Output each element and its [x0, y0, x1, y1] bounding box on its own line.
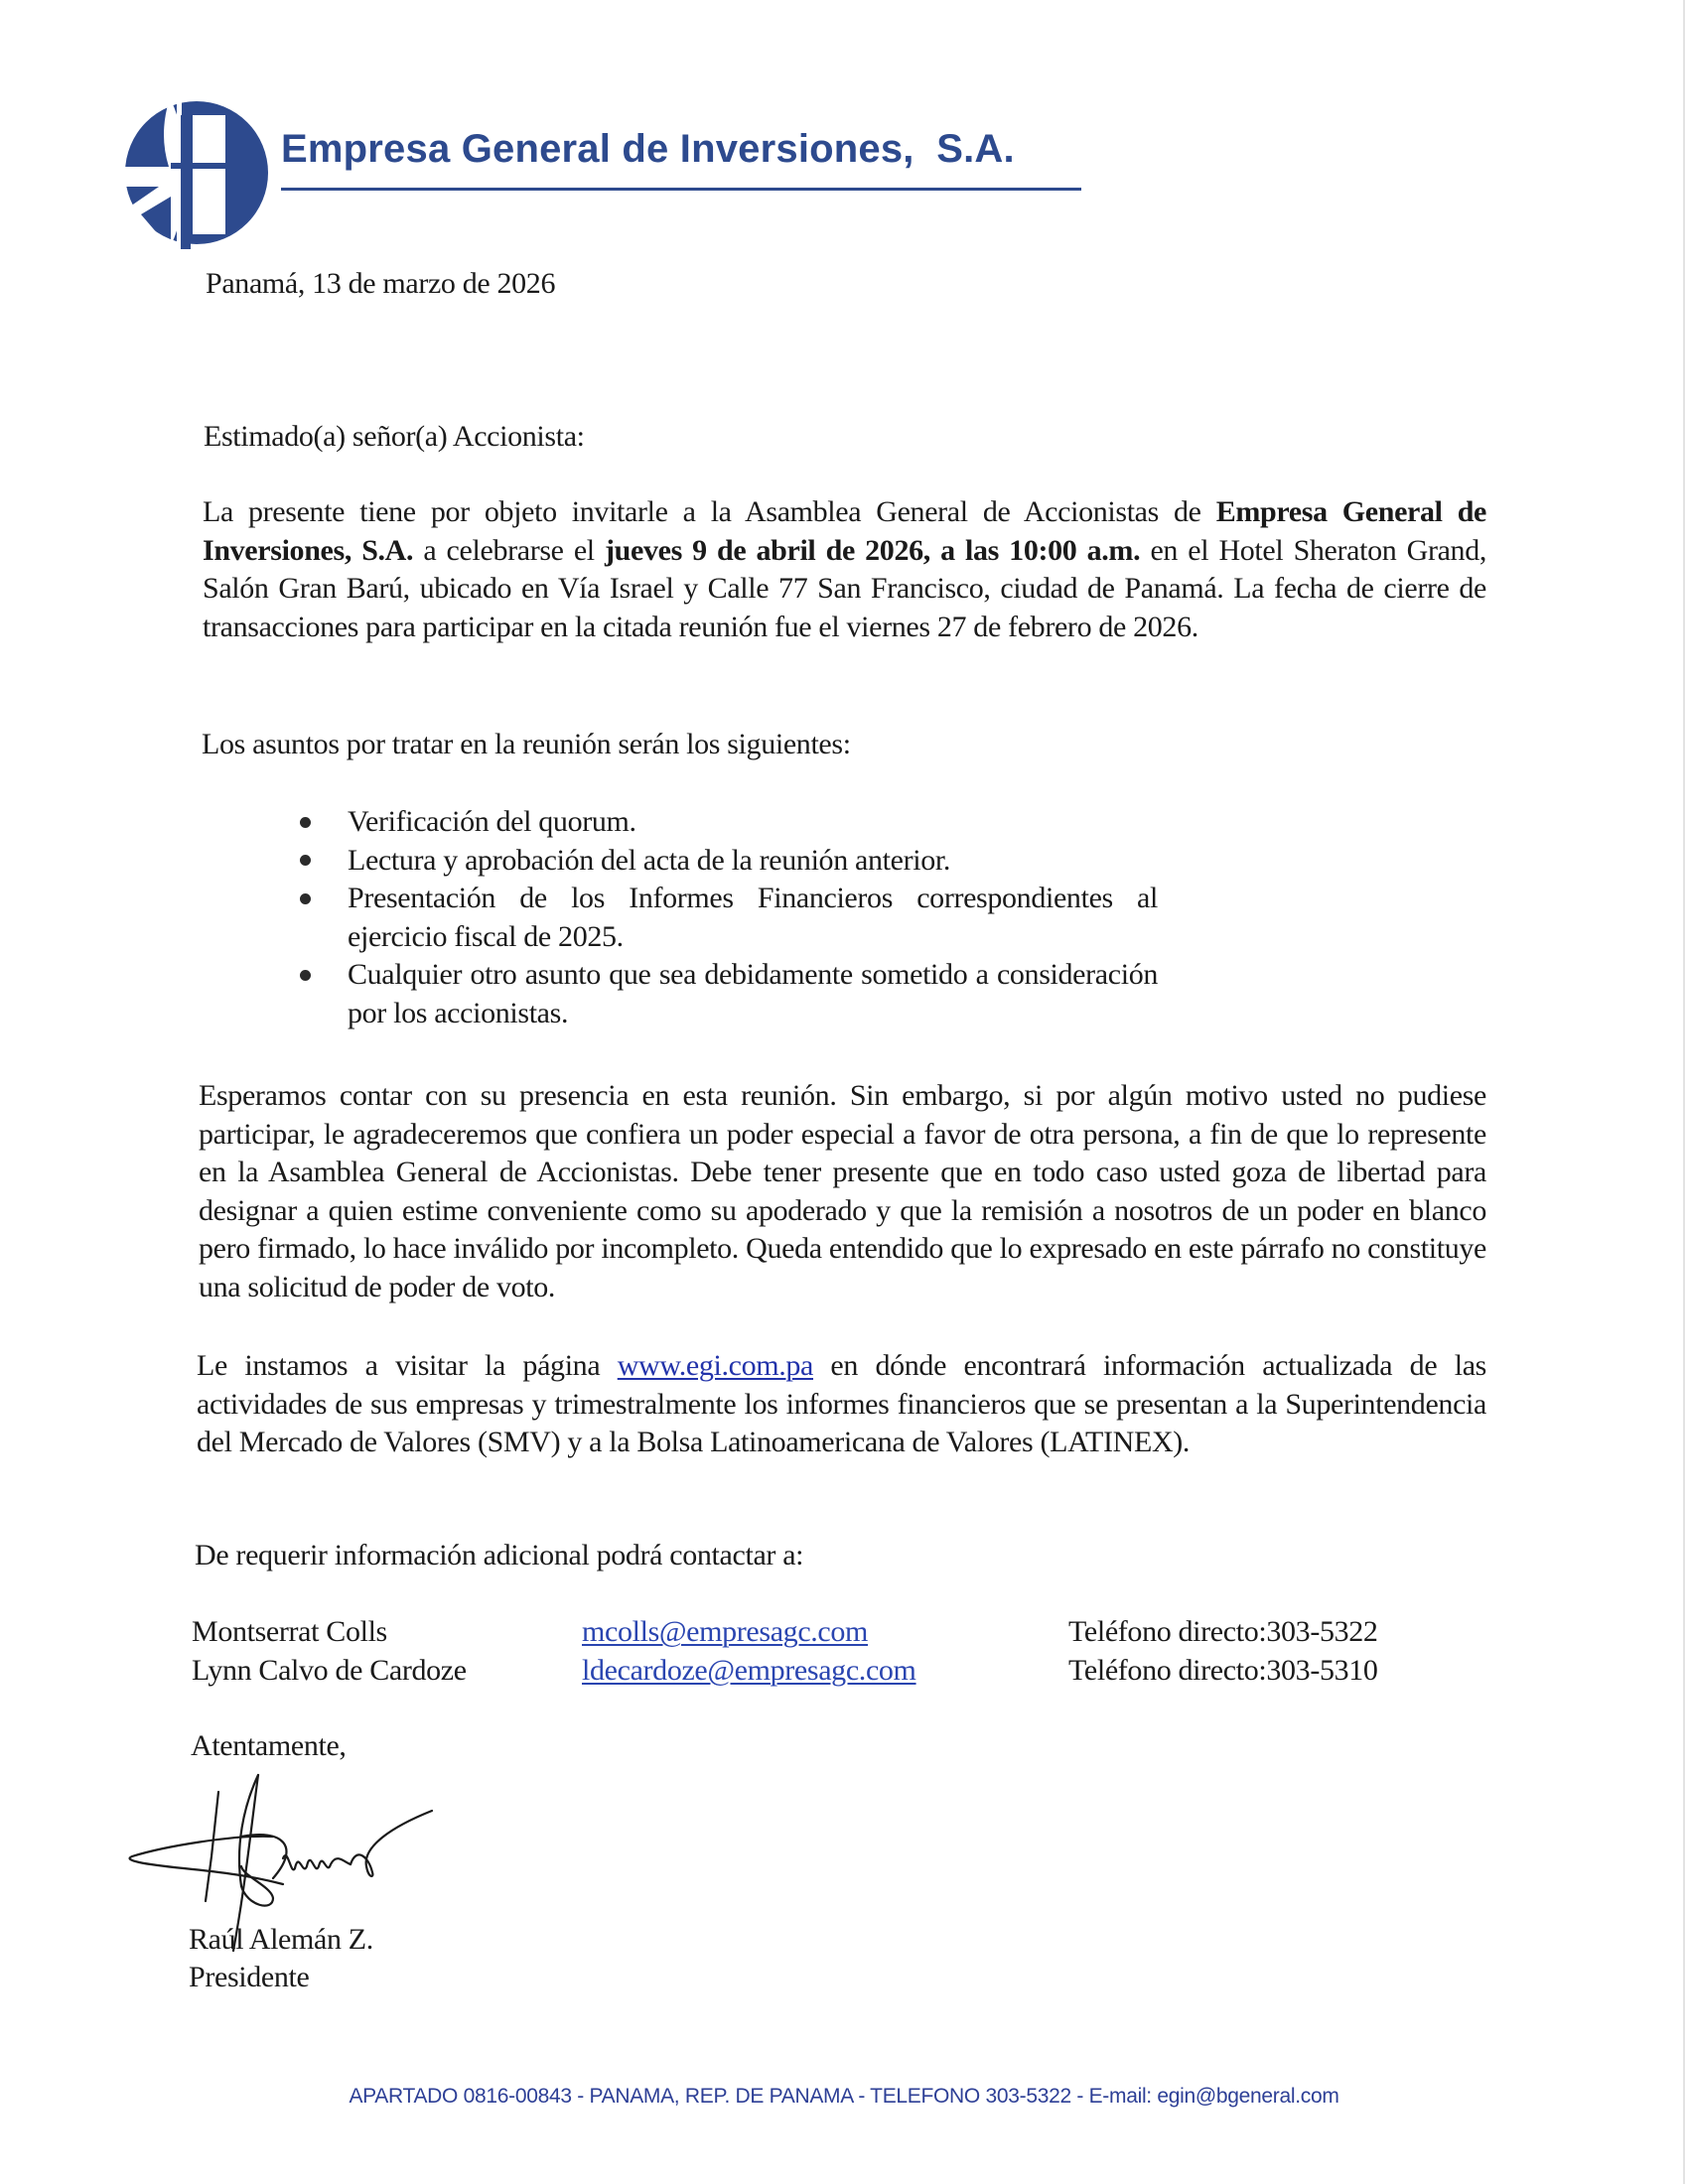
- bullet-icon: [298, 956, 312, 995]
- contact-phone: Teléfono directo:303-5310: [1068, 1653, 1378, 1687]
- agenda-intro: Los asuntos por tratar en la reunión serán los siguientes:: [202, 728, 851, 760]
- agenda-item-text: Cualquier otro asunto que sea debidamente sometido a consideración por los accionistas.: [348, 958, 1158, 1029]
- website-paragraph: [197, 1347, 1486, 1462]
- company-name: Empresa General de Inversiones, S.A.: [281, 127, 1015, 171]
- contact-name: Montserrat Colls: [192, 1615, 387, 1648]
- proxy-paragraph: Esperamos contar con su presencia en esta reunión. Sin embargo, si por algún motivo usted no pudiese participar, le agradeceremos que confiera un poder especial a favor de otra persona, a fin de que lo represente en la Asamblea General de Accionistas. Debe tener presente que en todo caso usted goza de libertad para designar a quien estime conveniente como su apoderado y que la remisión a nosotros de un poder en blanco pero firmado, lo hace inválido por incompleto. Queda entendido que lo expresado en este párrafo no constituye una solicitud de poder de voto.: [199, 1079, 1486, 1303]
- website-link[interactable]: www.egi.com.pa: [617, 1349, 813, 1382]
- signer-name: Raúl Alemán Z.: [189, 1923, 373, 1956]
- company-name-bold: Empresa General de Inversiones, S.A.: [203, 495, 1486, 567]
- letter-date: Panamá, 13 de marzo de 2026: [206, 267, 556, 300]
- bullet-icon: [298, 842, 312, 881]
- footer-address: APARTADO 0816-00843 - PANAMA, REP. DE PANAMA - TELEFONO 303-5322 - E-mail: egin@bgeneral.com: [349, 2085, 1339, 2108]
- agenda-item: [298, 803, 1158, 842]
- letterhead-divider: [281, 188, 1081, 191]
- salutation: Estimado(a) señor(a) Accionista:: [204, 420, 585, 453]
- agenda-item-text: Lectura y aprobación del acta de la reunión anterior.: [348, 843, 950, 877]
- bullet-icon: [298, 880, 312, 918]
- website-text: Le instamos a visitar la página: [197, 1349, 618, 1382]
- signer-title: Presidente: [189, 1961, 310, 1993]
- invitation-text: en el Hotel Sheraton Grand, Salón Gran Barú, ubicado en Vía Israel y Calle 77 San Francisco, ciudad de Panamá. La fecha de cierre de transacciones para participar en la citada reunión fue el viernes 27 de febrero de 2026.: [203, 533, 1487, 643]
- agenda-item-text: Presentación de los Informes Financieros correspondientes al ejercicio fiscal de 2025.: [348, 882, 1158, 953]
- egi-logo-icon: [111, 95, 275, 249]
- contact-phone: Teléfono directo:303-5322: [1068, 1615, 1378, 1648]
- agenda-item: [298, 842, 1158, 881]
- contact-name: Lynn Calvo de Cardoze: [192, 1653, 467, 1687]
- invitation-text: a celebrarse el: [413, 533, 606, 567]
- meeting-datetime: jueves 9 de abril de 2026, a las 10:00 a.m.: [605, 533, 1141, 567]
- invitation-paragraph: [203, 493, 1486, 646]
- website-text: en dónde encontrará información actualizada de las actividades de sus empresas y trimestralmente los informes financieros que se presentan a la Superintendencia del Mercado de Valores (SMV) y a la Bolsa Latinoamericana de Valores (LATINEX).: [197, 1349, 1486, 1458]
- contact-email-link[interactable]: ldecardoze@empresagc.com: [582, 1653, 916, 1687]
- agenda-item-text: Verificación del quorum.: [348, 805, 636, 838]
- contact-email-link[interactable]: mcolls@empresagc.com: [582, 1615, 869, 1648]
- contact-intro: De requerir información adicional podrá contactar a:: [195, 1539, 804, 1571]
- agenda-item: [298, 956, 1158, 1032]
- agenda-item: [298, 880, 1158, 956]
- scan-edge: [1683, 0, 1685, 2184]
- bullet-icon: [298, 803, 312, 842]
- closing: Atentamente,: [191, 1729, 347, 1762]
- agenda-list: [298, 803, 1158, 1032]
- invitation-text: La presente tiene por objeto invitarle a la Asamblea General de Accionistas de: [203, 495, 1216, 528]
